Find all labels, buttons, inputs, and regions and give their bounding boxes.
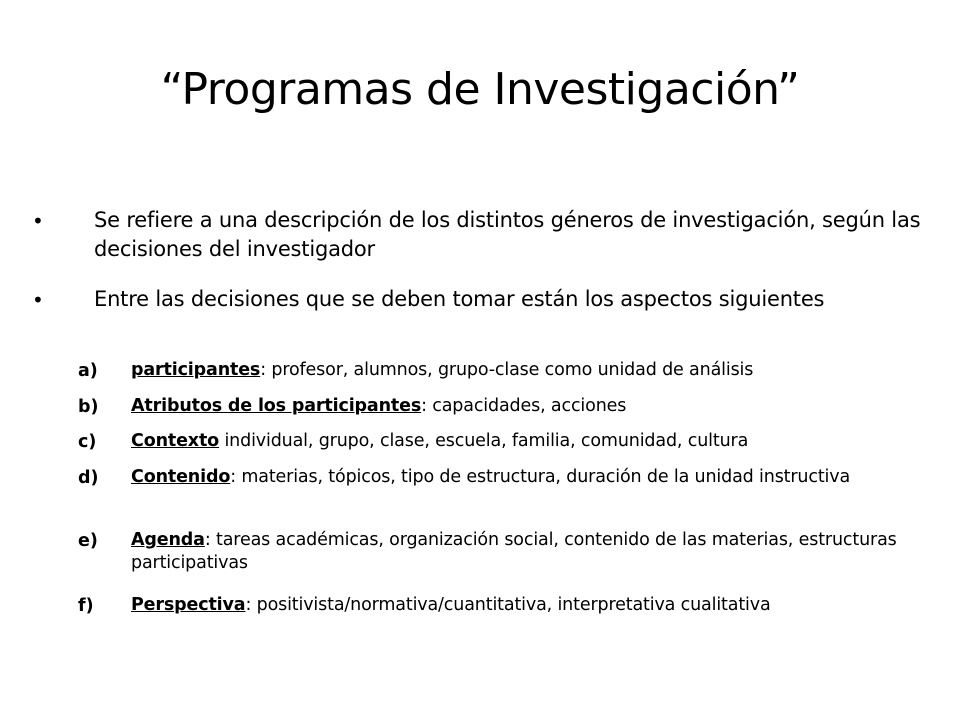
sub-item-text	[131, 359, 946, 382]
sub-item-description: : tareas académicas, organización social, contenido de las materias, estructuras participativas	[131, 530, 897, 573]
bullet-text: Entre las decisiones que se deben tomar están los aspectos siguientes	[94, 287, 825, 311]
sub-item-term: participantes	[131, 360, 261, 380]
sub-item-description: : positivista/normativa/cuantitativa, interpretativa cualitativa	[245, 595, 771, 615]
sub-item-description: individual, grupo, clase, escuela, familia, comunidad, cultura	[219, 431, 749, 451]
sub-item-letter: b)	[78, 397, 99, 417]
sub-item-letter: e)	[78, 531, 98, 551]
sub-item-text	[131, 594, 946, 617]
sub-item-letter: c)	[78, 432, 97, 452]
bullet-text: Se refiere a una descripción de los distintos géneros de investigación, según las decisiones del investigador	[94, 208, 921, 261]
sub-item-letter: a)	[78, 361, 98, 381]
sub-item-text	[131, 466, 946, 489]
sub-item-text	[131, 430, 946, 453]
sub-item-letter: f)	[78, 596, 94, 616]
sub-item-term: Perspectiva	[131, 595, 246, 615]
bullet-symbol: •	[32, 288, 44, 312]
sub-item-term: Agenda	[131, 530, 205, 550]
sub-item-term: Contexto	[131, 431, 220, 451]
sub-item-description: : profesor, alumnos, grupo-clase como unidad de análisis	[260, 360, 754, 380]
sub-item-term: Atributos de los participantes	[131, 396, 422, 416]
sub-item-term: Contenido	[131, 467, 231, 487]
sub-item-text	[131, 395, 946, 418]
sub-item-text	[131, 529, 946, 575]
bullet-symbol: •	[32, 209, 44, 233]
sub-item-description: : materias, tópicos, tipo de estructura, duración de la unidad instructiva	[230, 467, 851, 487]
sub-item-description: : capacidades, acciones	[421, 396, 627, 416]
slide-title: “Programas de Investigación”	[160, 64, 800, 115]
sub-item-letter: d)	[78, 468, 99, 488]
